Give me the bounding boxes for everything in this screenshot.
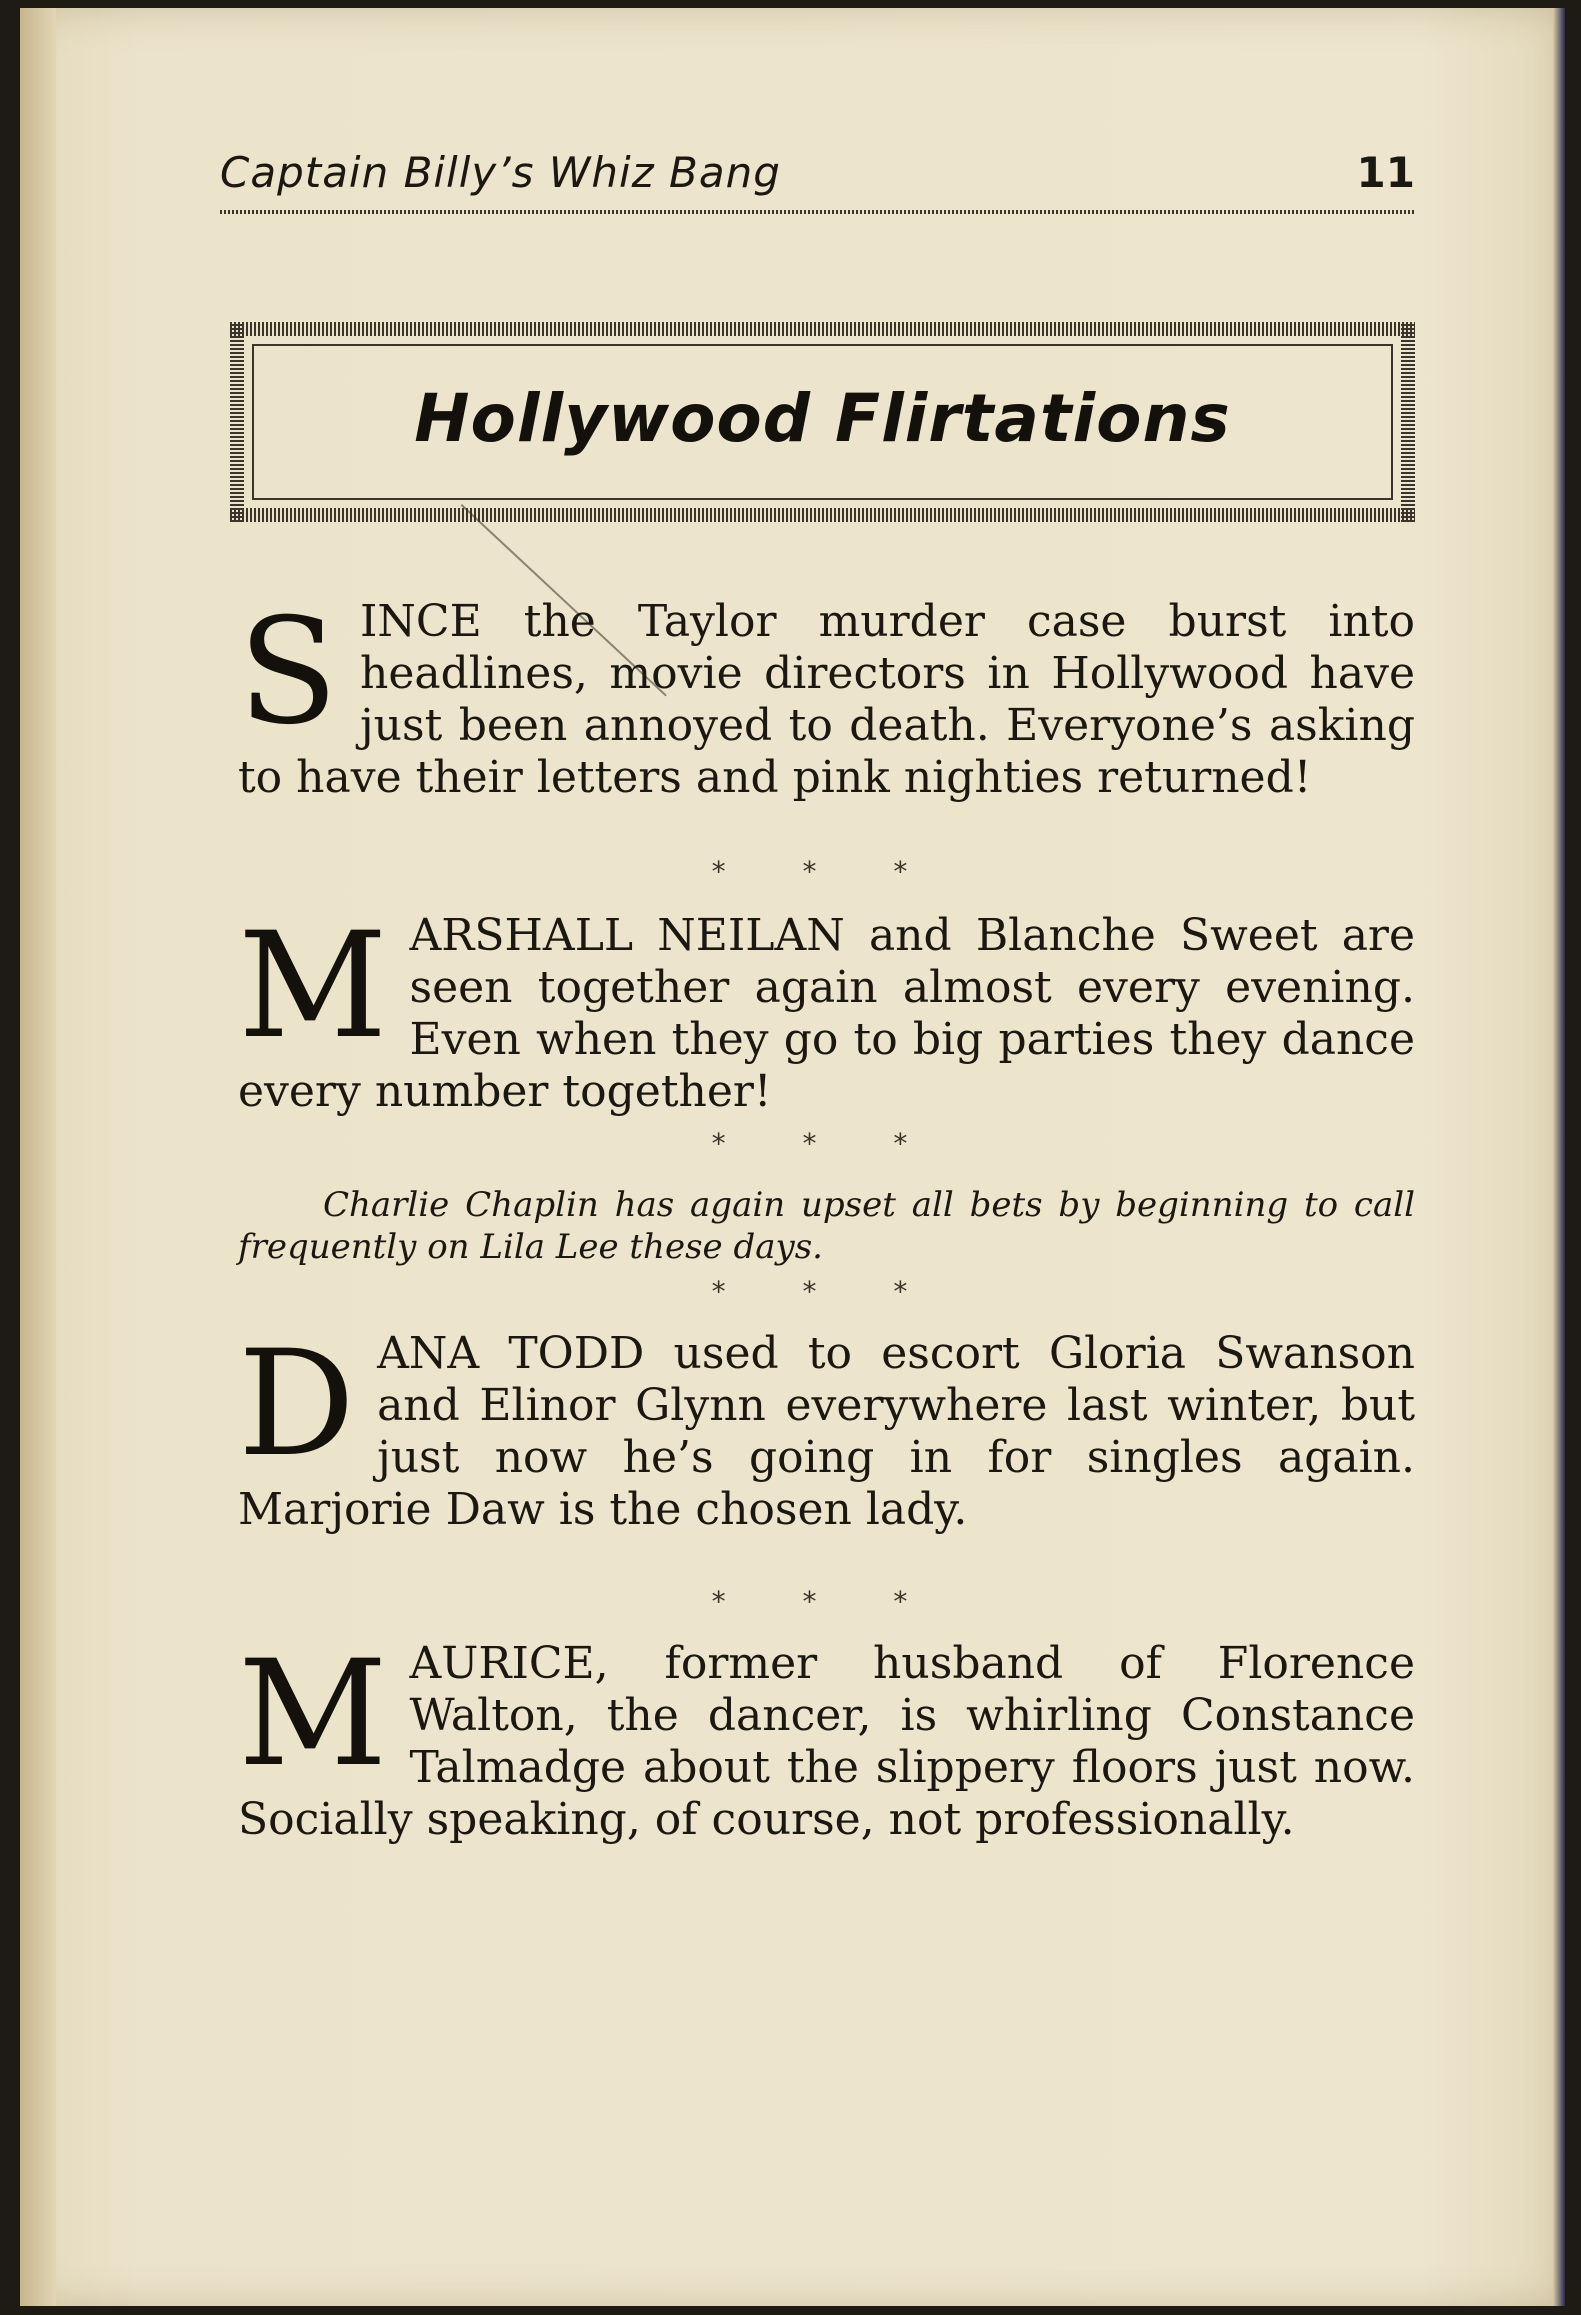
item-text: and Blanche Sweet are seen together again almost every evening. Even when they go to big parties they dance every number together! (238, 910, 1415, 1117)
header-rule (220, 210, 1415, 214)
title-box (230, 322, 1415, 522)
page-gutter (20, 8, 56, 2306)
running-header (220, 148, 1415, 208)
running-title: Captain Billy’s Whiz Bang (220, 148, 781, 197)
drop-cap: M (238, 901, 388, 1071)
page-number: 11 (1356, 148, 1415, 197)
news-item (238, 901, 1415, 1118)
drop-cap: D (238, 1319, 356, 1489)
item-lead: INCE (360, 596, 524, 647)
drop-cap: M (238, 1629, 388, 1799)
news-item (238, 1629, 1415, 1846)
separator: * * * (711, 1275, 942, 1308)
separator: * * * (711, 1127, 942, 1160)
item-text: the Taylor murder case burst into headlines, movie directors in Hollywood have just been annoyed to death. Everyone’s asking to have their letters and pink nighties returned! (238, 596, 1415, 803)
drop-cap: S (238, 587, 339, 757)
item-lead: ANA TODD (377, 1328, 674, 1379)
article-title: Hollywood Flirtations (414, 380, 1231, 457)
box-border-bottom (230, 508, 1415, 522)
item-text: former husband of Florence Walton, the dancer, is whirling Constance Talmadge about the slippery floors just now. Socially speaking, of course, not professionally. (238, 1638, 1415, 1845)
news-item (238, 1319, 1415, 1536)
item-text: used to escort Gloria Swanson and Elinor Glynn everywhere last winter, but just now he’s going in for singles again. Marjorie Daw is the chosen lady. (238, 1328, 1415, 1535)
news-item (238, 587, 1415, 804)
page-edge (1553, 8, 1565, 2306)
item-lead: AURICE, (409, 1638, 665, 1689)
separator: * * * (711, 855, 942, 888)
separator: * * * (711, 1585, 942, 1618)
box-border-top (230, 322, 1415, 336)
item-lead: ARSHALL NEILAN (409, 910, 869, 961)
italic-note: Charlie Chaplin has again upset all bets by beginning to call frequently on Lila Lee these days. (238, 1185, 1415, 1267)
